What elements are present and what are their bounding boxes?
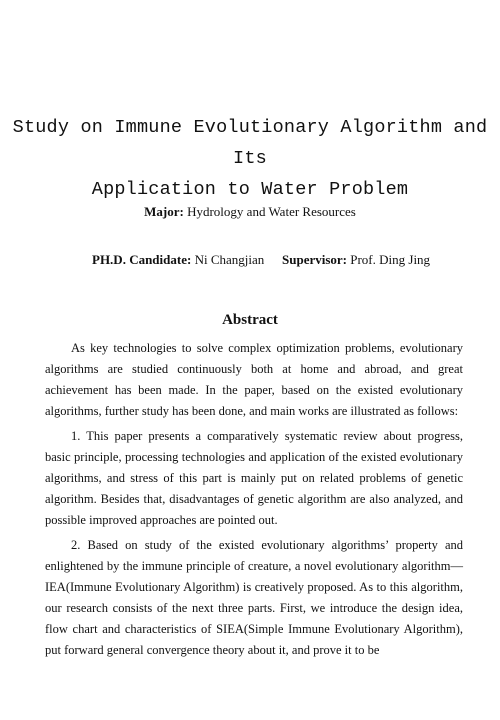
major-value: Hydrology and Water Resources xyxy=(187,204,356,219)
candidate-line xyxy=(92,252,264,268)
major-label: Major: xyxy=(144,204,184,219)
abstract-paragraph-1: 1. This paper presents a comparatively systematic review about progress, basic principle, processing technologies and application of the existed evolutionary algorithms, and stress of this part is mainly put on related problems of genetic algorithm. Besides that, disadvantages of genetic algorithm are also analyzed, and possible improved approaches are pointed out. xyxy=(45,429,463,527)
thesis-title-line-2: Application to Water Problem xyxy=(91,179,409,200)
abstract-body xyxy=(45,338,463,665)
supervisor-name: Prof. Ding Jing xyxy=(350,252,431,267)
candidate-label: PH.D. Candidate: xyxy=(92,252,192,267)
thesis-title xyxy=(0,112,500,205)
supervisor-label: Supervisor: xyxy=(282,252,347,267)
supervisor-line xyxy=(282,252,430,268)
thesis-title-line-1: Study on Immune Evolutionary Algorithm and Its xyxy=(12,117,488,169)
abstract-paragraph-2: 2. Based on study of the existed evolutionary algorithms’ property and enlightened by the immune principle of creature, a novel evolutionary algorithm—IEA(Immune Evolutionary Algorithm) is creatively proposed. As to this algorithm, our research consists of the next three parts. First, we introduce the design idea, flow chart and characteristics of SIEA(Simple Immune Evolutionary Algorithm), put forward general convergence theory about it, and prove it to be xyxy=(45,538,463,657)
candidate-name: Ni Changjian xyxy=(194,252,265,267)
abstract-heading: Abstract xyxy=(222,312,278,328)
abstract-paragraph-intro: As key technologies to solve complex optimization problems, evolutionary algorithms are studied continuously both at home and abroad, and great achievement has been made. In the paper, based on the existed evolutionary algorithms, further study has been done, and main works are illustrated as follows: xyxy=(45,341,463,418)
major-line xyxy=(0,204,500,220)
